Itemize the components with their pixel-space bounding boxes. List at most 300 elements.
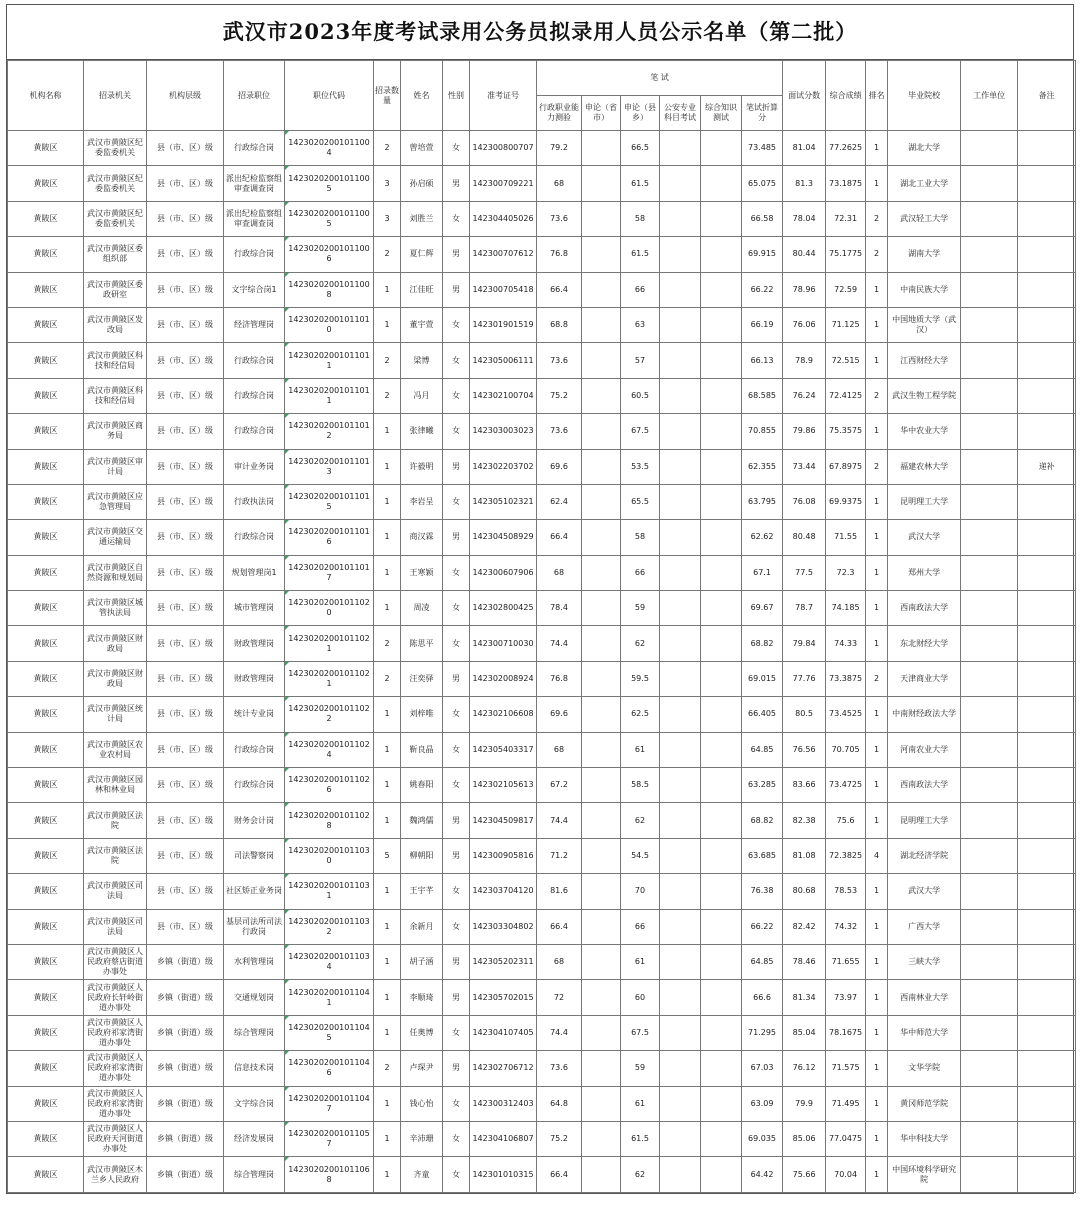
- org-cell: 黄陂区: [8, 1157, 84, 1192]
- sex-cell: 女: [443, 1086, 470, 1121]
- school-cell: 中南民族大学: [888, 272, 961, 307]
- shenlun-xian-cell: 67.5: [621, 1015, 660, 1050]
- post-cell: 行政综合岗: [224, 343, 285, 378]
- post-cell: 财政管理岗: [224, 661, 285, 696]
- agency-cell: 武汉市黄陂区城管执法局: [84, 591, 147, 626]
- shenlun-xian-cell: 53.5: [621, 449, 660, 484]
- school-cell: 中南财经政法大学: [888, 697, 961, 732]
- paiming-cell: 1: [866, 484, 888, 519]
- unit-cell: [961, 378, 1018, 413]
- paiming-cell: 1: [866, 980, 888, 1015]
- shenlun-sheng-cell: [582, 1157, 621, 1192]
- gongan-cell: [660, 307, 701, 342]
- agency-cell: 武汉市黄陂区纪委监委机关: [84, 131, 147, 166]
- xingce-cell: 66.4: [537, 520, 582, 555]
- shenlun-sheng-cell: [582, 131, 621, 166]
- zongfen-cell: 75.6: [826, 803, 866, 838]
- header-shenlun-xian: 申论（县乡）: [621, 96, 660, 131]
- sex-cell: 男: [443, 520, 470, 555]
- shenlun-sheng-cell: [582, 307, 621, 342]
- table-row: [8, 555, 1076, 590]
- shenlun-sheng-cell: [582, 378, 621, 413]
- org-cell: 黄陂区: [8, 131, 84, 166]
- org-cell: 黄陂区: [8, 1015, 84, 1050]
- zonghe-cell: [701, 520, 742, 555]
- level-cell: 县（市、区）级: [147, 626, 224, 661]
- gongan-cell: [660, 1086, 701, 1121]
- exam-cell: 142304509817: [470, 803, 537, 838]
- name-cell: 齐童: [401, 1157, 443, 1192]
- school-cell: 湖南大学: [888, 237, 961, 272]
- school-cell: 东北财经大学: [888, 626, 961, 661]
- exam-cell: 142302008924: [470, 661, 537, 696]
- agency-cell: 武汉市黄陂区发改局: [84, 307, 147, 342]
- zhesuan-cell: 68.82: [742, 803, 783, 838]
- unit-cell: [961, 414, 1018, 449]
- org-cell: 黄陂区: [8, 697, 84, 732]
- xingce-cell: 75.2: [537, 1121, 582, 1156]
- level-cell: 乡镇（街道）级: [147, 944, 224, 979]
- unit-cell: [961, 661, 1018, 696]
- post-cell: 统计专业岗: [224, 697, 285, 732]
- header-shuliang: 招录数量: [374, 61, 401, 131]
- post-cell: 行政综合岗: [224, 414, 285, 449]
- agency-cell: 武汉市黄陂区纪委监委机关: [84, 166, 147, 201]
- sex-cell: 男: [443, 980, 470, 1015]
- shenlun-sheng-cell: [582, 1121, 621, 1156]
- shenlun-sheng-cell: [582, 343, 621, 378]
- zongfen-cell: 70.705: [826, 732, 866, 767]
- code-cell: 14230202001011005: [285, 166, 374, 201]
- gongan-cell: [660, 1121, 701, 1156]
- zonghe-cell: [701, 980, 742, 1015]
- num-cell: 1: [374, 414, 401, 449]
- paiming-cell: 1: [866, 626, 888, 661]
- name-cell: 刘梓唯: [401, 697, 443, 732]
- num-cell: 1: [374, 1157, 401, 1192]
- shenlun-sheng-cell: [582, 838, 621, 873]
- level-cell: 县（市、区）级: [147, 732, 224, 767]
- mianshi-cell: 78.7: [783, 591, 826, 626]
- agency-cell: 武汉市黄陂区委政研室: [84, 272, 147, 307]
- header-zongfen: 综合成绩: [826, 61, 866, 131]
- header-beizhu: 备注: [1018, 61, 1076, 131]
- exam-cell: 142300710030: [470, 626, 537, 661]
- sex-cell: 女: [443, 484, 470, 519]
- zongfen-cell: 72.3: [826, 555, 866, 590]
- zhesuan-cell: 66.58: [742, 201, 783, 236]
- exam-cell: 142303003023: [470, 414, 537, 449]
- xingce-cell: 73.6: [537, 414, 582, 449]
- post-cell: 行政综合岗: [224, 131, 285, 166]
- table-row: [8, 909, 1076, 944]
- unit-cell: [961, 484, 1018, 519]
- zongfen-cell: 74.33: [826, 626, 866, 661]
- exam-cell: 142305702015: [470, 980, 537, 1015]
- zongfen-cell: 67.8975: [826, 449, 866, 484]
- table-row: [8, 449, 1076, 484]
- sex-cell: 女: [443, 343, 470, 378]
- exam-cell: 142303304802: [470, 909, 537, 944]
- shenlun-xian-cell: 62: [621, 803, 660, 838]
- shenlun-xian-cell: 57: [621, 343, 660, 378]
- shenlun-sheng-cell: [582, 591, 621, 626]
- xingce-cell: 68.8: [537, 307, 582, 342]
- paiming-cell: 1: [866, 874, 888, 909]
- level-cell: 乡镇（街道）级: [147, 1051, 224, 1086]
- shenlun-xian-cell: 60: [621, 980, 660, 1015]
- header-cengji: 机构层级: [147, 61, 224, 131]
- code-cell: 14230202001011030: [285, 838, 374, 873]
- level-cell: 县（市、区）级: [147, 909, 224, 944]
- org-cell: 黄陂区: [8, 307, 84, 342]
- org-cell: 黄陂区: [8, 732, 84, 767]
- school-cell: 武汉大学: [888, 874, 961, 909]
- post-cell: 行政综合岗: [224, 732, 285, 767]
- xingce-cell: 78.4: [537, 591, 582, 626]
- agency-cell: 武汉市黄陂区农业农村局: [84, 732, 147, 767]
- paiming-cell: 1: [866, 131, 888, 166]
- table-row: [8, 484, 1076, 519]
- exam-cell: 142304106807: [470, 1121, 537, 1156]
- gongan-cell: [660, 449, 701, 484]
- sex-cell: 女: [443, 768, 470, 803]
- org-cell: 黄陂区: [8, 201, 84, 236]
- zhesuan-cell: 62.62: [742, 520, 783, 555]
- num-cell: 1: [374, 1015, 401, 1050]
- level-cell: 县（市、区）级: [147, 414, 224, 449]
- num-cell: 2: [374, 378, 401, 413]
- zongfen-cell: 73.97: [826, 980, 866, 1015]
- school-cell: 广西大学: [888, 909, 961, 944]
- code-cell: 14230202001011034: [285, 944, 374, 979]
- zhesuan-cell: 71.295: [742, 1015, 783, 1050]
- zongfen-cell: 74.185: [826, 591, 866, 626]
- header-jigou: 机构名称: [8, 61, 84, 131]
- school-cell: 文华学院: [888, 1051, 961, 1086]
- sex-cell: 男: [443, 944, 470, 979]
- exam-cell: 142302706712: [470, 1051, 537, 1086]
- post-cell: 综合管理岗: [224, 1015, 285, 1050]
- paiming-cell: 1: [866, 1051, 888, 1086]
- shenlun-xian-cell: 62: [621, 626, 660, 661]
- exam-cell: 142300607906: [470, 555, 537, 590]
- gongan-cell: [660, 343, 701, 378]
- zhesuan-cell: 73.485: [742, 131, 783, 166]
- zongfen-cell: 72.31: [826, 201, 866, 236]
- post-cell: 司法警察岗: [224, 838, 285, 873]
- shenlun-sheng-cell: [582, 449, 621, 484]
- mianshi-cell: 81.3: [783, 166, 826, 201]
- sex-cell: 男: [443, 166, 470, 201]
- agency-cell: 武汉市黄陂区园林和林业局: [84, 768, 147, 803]
- gongan-cell: [660, 378, 701, 413]
- paiming-cell: 2: [866, 201, 888, 236]
- unit-cell: [961, 803, 1018, 838]
- zhesuan-cell: 76.38: [742, 874, 783, 909]
- note-cell: [1018, 166, 1076, 201]
- org-cell: 黄陂区: [8, 838, 84, 873]
- sex-cell: 女: [443, 307, 470, 342]
- note-cell: [1018, 1051, 1076, 1086]
- mianshi-cell: 80.68: [783, 874, 826, 909]
- zhesuan-cell: 66.22: [742, 909, 783, 944]
- shenlun-xian-cell: 61: [621, 1086, 660, 1121]
- note-cell: [1018, 272, 1076, 307]
- school-cell: 武汉生物工程学院: [888, 378, 961, 413]
- note-cell: [1018, 307, 1076, 342]
- school-cell: 天津商业大学: [888, 661, 961, 696]
- unit-cell: [961, 343, 1018, 378]
- shenlun-sheng-cell: [582, 414, 621, 449]
- agency-cell: 武汉市黄陂区自然资源和规划局: [84, 555, 147, 590]
- xingce-cell: 73.6: [537, 343, 582, 378]
- gongan-cell: [660, 520, 701, 555]
- paiming-cell: 1: [866, 909, 888, 944]
- name-cell: 钱心怡: [401, 1086, 443, 1121]
- zongfen-cell: 73.4725: [826, 768, 866, 803]
- zongfen-cell: 71.655: [826, 944, 866, 979]
- level-cell: 乡镇（街道）级: [147, 1086, 224, 1121]
- school-cell: 华中农业大学: [888, 414, 961, 449]
- mianshi-cell: 79.9: [783, 1086, 826, 1121]
- num-cell: 2: [374, 343, 401, 378]
- sex-cell: 女: [443, 591, 470, 626]
- unit-cell: [961, 555, 1018, 590]
- xingce-cell: 76.8: [537, 661, 582, 696]
- zonghe-cell: [701, 272, 742, 307]
- xingce-cell: 74.4: [537, 626, 582, 661]
- school-cell: 湖北大学: [888, 131, 961, 166]
- org-cell: 黄陂区: [8, 378, 84, 413]
- org-cell: 黄陂区: [8, 343, 84, 378]
- shenlun-sheng-cell: [582, 166, 621, 201]
- school-cell: 郑州大学: [888, 555, 961, 590]
- level-cell: 县（市、区）级: [147, 768, 224, 803]
- note-cell: [1018, 591, 1076, 626]
- code-cell: 14230202001011032: [285, 909, 374, 944]
- name-cell: 夏仁辉: [401, 237, 443, 272]
- num-cell: 1: [374, 732, 401, 767]
- note-cell: [1018, 697, 1076, 732]
- zongfen-cell: 70.04: [826, 1157, 866, 1192]
- shenlun-sheng-cell: [582, 732, 621, 767]
- xingce-cell: 68: [537, 944, 582, 979]
- code-cell: 14230202001011011: [285, 343, 374, 378]
- zonghe-cell: [701, 1157, 742, 1192]
- table-row: [8, 1121, 1076, 1156]
- note-cell: [1018, 768, 1076, 803]
- table-row: [8, 697, 1076, 732]
- org-cell: 黄陂区: [8, 414, 84, 449]
- code-cell: 14230202001011028: [285, 803, 374, 838]
- code-cell: 14230202001011045: [285, 1015, 374, 1050]
- shenlun-sheng-cell: [582, 803, 621, 838]
- agency-cell: 武汉市黄陂区财政局: [84, 661, 147, 696]
- agency-cell: 武汉市黄陂区财政局: [84, 626, 147, 661]
- gongan-cell: [660, 414, 701, 449]
- gongan-cell: [660, 1051, 701, 1086]
- mianshi-cell: 76.08: [783, 484, 826, 519]
- exam-cell: 142304107405: [470, 1015, 537, 1050]
- gongan-cell: [660, 1157, 701, 1192]
- school-cell: 中国地质大学（武汉）: [888, 307, 961, 342]
- unit-cell: [961, 1121, 1018, 1156]
- post-cell: 审计业务岗: [224, 449, 285, 484]
- level-cell: 乡镇（街道）级: [147, 1157, 224, 1192]
- zonghe-cell: [701, 131, 742, 166]
- gongan-cell: [660, 661, 701, 696]
- exam-cell: 142300707612: [470, 237, 537, 272]
- zonghe-cell: [701, 874, 742, 909]
- exam-cell: 142300905816: [470, 838, 537, 873]
- school-cell: 中国环境科学研究院: [888, 1157, 961, 1192]
- agency-cell: 武汉市黄陂区人民政府祁家湾街道办事处: [84, 1015, 147, 1050]
- zonghe-cell: [701, 1015, 742, 1050]
- shenlun-xian-cell: 66.5: [621, 131, 660, 166]
- num-cell: 3: [374, 166, 401, 201]
- table-row: [8, 1051, 1076, 1086]
- code-cell: 14230202001011004: [285, 131, 374, 166]
- agency-cell: 武汉市黄陂区木兰乡人民政府: [84, 1157, 147, 1192]
- zonghe-cell: [701, 555, 742, 590]
- note-cell: [1018, 874, 1076, 909]
- org-cell: 黄陂区: [8, 874, 84, 909]
- agency-cell: 武汉市黄陂区人民政府祁家湾街道办事处: [84, 1051, 147, 1086]
- post-cell: 财政管理岗: [224, 626, 285, 661]
- mianshi-cell: 85.04: [783, 1015, 826, 1050]
- unit-cell: [961, 237, 1018, 272]
- header-zonghe: 综合知识测试: [701, 96, 742, 131]
- level-cell: 乡镇（街道）级: [147, 1121, 224, 1156]
- table-row: [8, 626, 1076, 661]
- zhesuan-cell: 69.915: [742, 237, 783, 272]
- zonghe-cell: [701, 909, 742, 944]
- name-cell: 许毅明: [401, 449, 443, 484]
- post-cell: 行政综合岗: [224, 378, 285, 413]
- org-cell: 黄陂区: [8, 661, 84, 696]
- org-cell: 黄陂区: [8, 449, 84, 484]
- shenlun-sheng-cell: [582, 484, 621, 519]
- note-cell: [1018, 1157, 1076, 1192]
- note-cell: [1018, 944, 1076, 979]
- zongfen-cell: 78.53: [826, 874, 866, 909]
- shenlun-xian-cell: 63: [621, 307, 660, 342]
- note-cell: [1018, 909, 1076, 944]
- zhesuan-cell: 67.03: [742, 1051, 783, 1086]
- level-cell: 乡镇（街道）级: [147, 1015, 224, 1050]
- zhesuan-cell: 69.035: [742, 1121, 783, 1156]
- post-cell: 经济管理岗: [224, 307, 285, 342]
- exam-cell: 142301010315: [470, 1157, 537, 1192]
- post-cell: 交通规划岗: [224, 980, 285, 1015]
- shenlun-xian-cell: 59: [621, 591, 660, 626]
- paiming-cell: 2: [866, 237, 888, 272]
- school-cell: 西南政法大学: [888, 591, 961, 626]
- shenlun-sheng-cell: [582, 980, 621, 1015]
- num-cell: 2: [374, 661, 401, 696]
- exam-cell: 142305202311: [470, 944, 537, 979]
- zonghe-cell: [701, 626, 742, 661]
- note-cell: [1018, 732, 1076, 767]
- sex-cell: 女: [443, 874, 470, 909]
- zhesuan-cell: 67.1: [742, 555, 783, 590]
- zonghe-cell: [701, 237, 742, 272]
- num-cell: 1: [374, 874, 401, 909]
- school-cell: 湖北经济学院: [888, 838, 961, 873]
- shenlun-sheng-cell: [582, 944, 621, 979]
- shenlun-sheng-cell: [582, 874, 621, 909]
- name-cell: 刘胜兰: [401, 201, 443, 236]
- org-cell: 黄陂区: [8, 1121, 84, 1156]
- code-cell: 14230202001011012: [285, 414, 374, 449]
- name-cell: 商汉霖: [401, 520, 443, 555]
- zonghe-cell: [701, 838, 742, 873]
- header-paiming: 排名: [866, 61, 888, 131]
- num-cell: 1: [374, 520, 401, 555]
- gongan-cell: [660, 838, 701, 873]
- header-xingbie: 性别: [443, 61, 470, 131]
- level-cell: 县（市、区）级: [147, 661, 224, 696]
- code-cell: 14230202001011068: [285, 1157, 374, 1192]
- gongan-cell: [660, 1015, 701, 1050]
- shenlun-sheng-cell: [582, 626, 621, 661]
- level-cell: 县（市、区）级: [147, 166, 224, 201]
- num-cell: 1: [374, 697, 401, 732]
- exam-cell: 142302105613: [470, 768, 537, 803]
- note-cell: [1018, 626, 1076, 661]
- gongan-cell: [660, 201, 701, 236]
- mianshi-cell: 78.9: [783, 343, 826, 378]
- zonghe-cell: [701, 1086, 742, 1121]
- shenlun-xian-cell: 54.5: [621, 838, 660, 873]
- note-cell: [1018, 1015, 1076, 1050]
- header-yuanxiao: 毕业院校: [888, 61, 961, 131]
- shenlun-sheng-cell: [582, 272, 621, 307]
- code-cell: 14230202001011010: [285, 307, 374, 342]
- sex-cell: 女: [443, 555, 470, 590]
- code-cell: 14230202001011022: [285, 697, 374, 732]
- sex-cell: 女: [443, 201, 470, 236]
- zongfen-cell: 71.575: [826, 1051, 866, 1086]
- header-zhunkao: 准考证号: [470, 61, 537, 131]
- table-row: [8, 272, 1076, 307]
- gongan-cell: [660, 732, 701, 767]
- paiming-cell: 1: [866, 166, 888, 201]
- paiming-cell: 2: [866, 661, 888, 696]
- gongan-cell: [660, 980, 701, 1015]
- table-row: [8, 591, 1076, 626]
- post-cell: 文字综合岗: [224, 1086, 285, 1121]
- level-cell: 县（市、区）级: [147, 484, 224, 519]
- school-cell: 西南政法大学: [888, 768, 961, 803]
- name-cell: 李岩呈: [401, 484, 443, 519]
- sex-cell: 女: [443, 378, 470, 413]
- zongfen-cell: 74.32: [826, 909, 866, 944]
- level-cell: 县（市、区）级: [147, 874, 224, 909]
- unit-cell: [961, 1157, 1018, 1192]
- mianshi-cell: 82.38: [783, 803, 826, 838]
- name-cell: 张律曦: [401, 414, 443, 449]
- name-cell: 冯月: [401, 378, 443, 413]
- num-cell: 5: [374, 838, 401, 873]
- num-cell: 1: [374, 909, 401, 944]
- header-xingming: 姓名: [401, 61, 443, 131]
- shenlun-xian-cell: 61.5: [621, 166, 660, 201]
- num-cell: 1: [374, 944, 401, 979]
- paiming-cell: 1: [866, 343, 888, 378]
- num-cell: 2: [374, 131, 401, 166]
